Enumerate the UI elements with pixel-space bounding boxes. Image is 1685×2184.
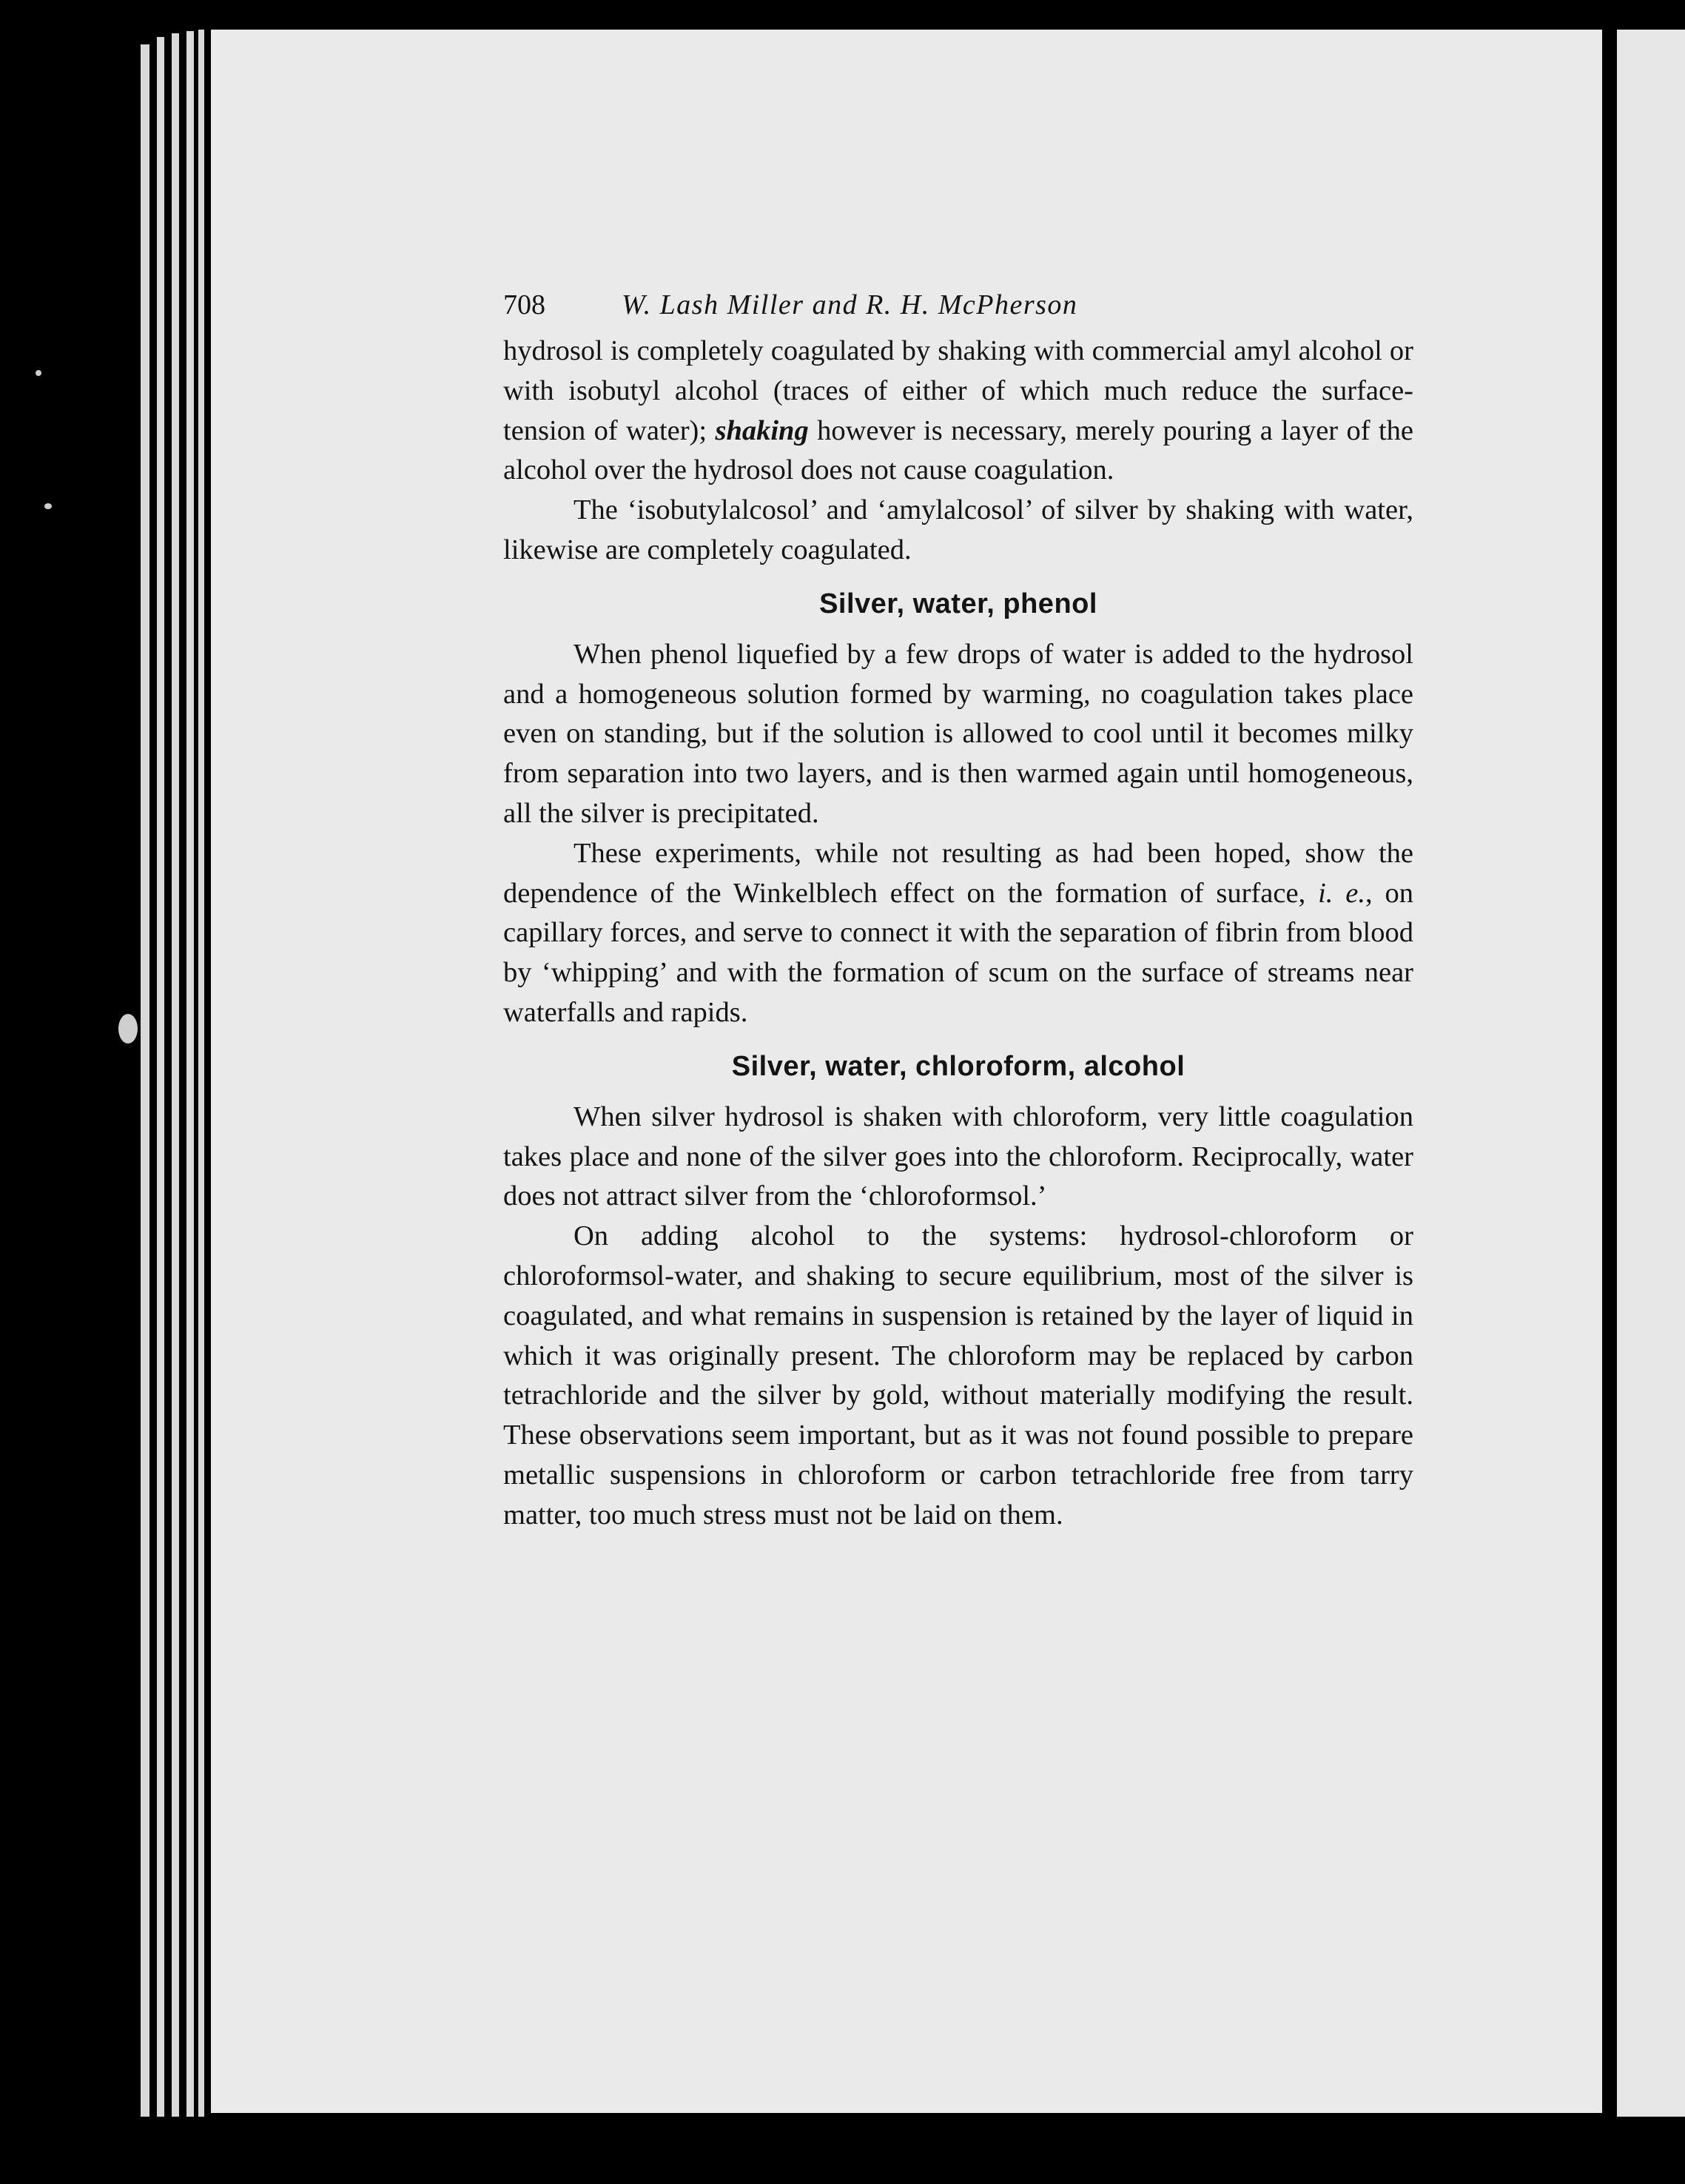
paragraph-text: , on capillary forces, and serve to connect it with the separation of fibrin from blood by ‘whipping’ and with the formation of scum on the surface of streams near waterfalls and rapids. [503,877,1413,1028]
page-number: 708 [503,289,545,320]
section-heading-chloroform: Silver, water, chloroform, alcohol [731,1050,1185,1082]
emphasis-text: i. e. [1318,877,1365,909]
paragraph: On adding alcohol to the systems: hydrosol-chloroform or chloroformsol-water, and shaking to secure equilibrium, most of the silver is coagulated, and what remains in suspension is retained by the layer of liquid in which it was originally present. The chloroform may be replaced by carbon tetrachloride and the silver by gold, without materially modifying the result. These observations seem important, but as it was not found possible to prepare metallic suspensions in chloroform or carbon tetrachloride free from tarry matter, too much stress must not be laid on them. [503,1220,1413,1531]
scan-speck [44,503,52,509]
paragraph-text: however is necessary, merely pouring a layer of the alcohol over the hydrosol does not cause coagulation. [503,414,1413,486]
page-edge [198,30,204,2117]
running-head-authors: W. Lash Miller and R. H. McPherson [622,289,1078,320]
emphasis-text: shaking [715,414,809,446]
page-edge [157,37,164,2117]
scan-speck [36,370,41,376]
page-edge [141,44,149,2117]
scan-speck [118,1014,138,1044]
paragraph-text: These experiments, while not resulting as had been hoped, show the dependence of the Winkelblech effect on the formation of surface, [503,837,1413,909]
section-heading-phenol: Silver, water, phenol [819,588,1097,619]
paragraph-text: hydrosol is completely coagulated by shaking with commercial amyl alcohol or with isobutyl alcohol (traces of either of which much reduce the surface-tension of water); [503,335,1413,446]
paragraph: When phenol liquefied by a few drops of water is added to the hydrosol and a homogeneous solution formed by warming, no coagulation takes place even on standing, but if the solution is allowed to cool until it becomes milky from separation into two layers, and is then warmed again until homogeneous, all the silver is precipitated. [503,638,1413,829]
page-edge [172,33,179,2117]
paragraph: The ‘isobutylalcosol’ and ‘amylalcosol’ of silver by shaking with water, likewise are completely coagulated. [503,494,1413,565]
paragraph [503,834,1413,1033]
facing-page-edge [1617,30,1685,2117]
paragraph [503,332,1413,491]
page-edge [186,31,194,2117]
running-head [503,289,1413,321]
page-text [503,289,1413,1536]
paragraph: When silver hydrosol is shaken with chloroform, very little coagulation takes place and none of the silver goes into the chloroform. Reciprocally, water does not attract silver from the ‘chloroformsol.’ [503,1101,1413,1212]
